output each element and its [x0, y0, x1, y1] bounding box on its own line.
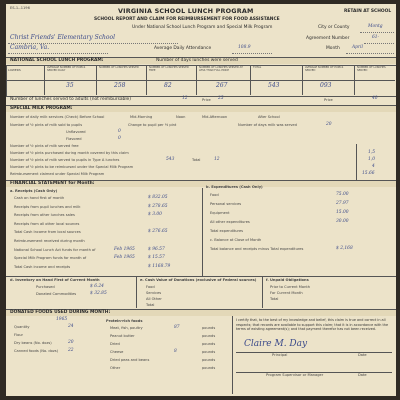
form-subtitle: SCHOOL REPORT AND CLAIM FOR REIMBURSEMENT FOR FOOD ASSISTANCE: [94, 17, 280, 22]
milk-total-label: Total: [192, 158, 201, 162]
milk-right-value: 15.66: [362, 171, 375, 176]
month-value: April: [352, 45, 363, 50]
lunch-col-label: NUMBER OF LUNCHES SERVED: [357, 66, 386, 72]
inv-purchased-label: Purchased: [36, 285, 55, 289]
lunch-value: 82: [164, 82, 172, 89]
supervisor-label: Program Supervisor or Manager: [266, 373, 324, 377]
cash-total-label: Total: [146, 303, 155, 307]
receipt-row-label: Receipts from other lunches sales: [14, 213, 75, 218]
protein-row-label: Dried peas and beans: [110, 358, 150, 362]
expend-row-label: Total expenditures: [210, 229, 244, 233]
lunch-col-label: NUMBER OF LUNCHES SERVED FREE: [149, 66, 189, 72]
retain-note: RETAIN AT SCHOOL: [344, 9, 392, 14]
expend-row-label: Personal services: [210, 202, 242, 206]
lunch-col-label: AVERAGE NUMBER OF PUPILS SERVED DAILY: [47, 66, 86, 72]
milk-mid-morning: Mid-Morning: [130, 115, 153, 119]
claim-form-sheet: [6, 4, 396, 396]
lunch-days-label: Number of days lunches were served: [156, 58, 238, 63]
date-label: Date: [358, 353, 367, 357]
unpaid-label: f. Unpaid Obligations: [266, 278, 309, 282]
milk-heading: SPECIAL MILK PROGRAM:: [10, 106, 73, 111]
receipt-row-label: Receipts from all other local sources: [14, 221, 80, 226]
milk-right-value: 4: [372, 164, 375, 169]
expend-row-value: $ 2,168: [336, 246, 353, 251]
receipt-row-value: $ 15.57: [148, 255, 165, 261]
adult-lunch-value: 12: [182, 96, 188, 101]
unpaid-total-label: Total: [270, 297, 279, 301]
donated-year: 1965: [56, 317, 68, 322]
cash-value-label: e. Cash Value of Donations (exclusive of Federal sources): [140, 278, 257, 282]
unpaid-prior-label: Prior to Current Month: [270, 285, 311, 289]
date-label-2: Date: [358, 373, 367, 377]
receipt-row-month: Feb 1965: [114, 255, 135, 261]
adult-lunch-label: Number of lunches served to adults (not reimbursable): [10, 97, 131, 102]
inv-donated-value: $ 32.85: [90, 291, 107, 296]
receipt-row-value: $ 276.65: [148, 229, 168, 235]
donated-row-value: 20: [68, 340, 74, 345]
financial-heading: FINANCIAL STATEMENT for Month:: [10, 181, 95, 186]
milk-line: Number of ½ pints to be reimbursed under the Special Milk Program: [10, 165, 134, 169]
school-name: Christ Friends' Elementary School: [10, 34, 116, 41]
lunch-value: 258: [114, 82, 126, 89]
expend-row-value: 15.00: [336, 210, 349, 215]
receipt-row-label: Cash on hand first of month: [14, 196, 65, 200]
protein-row-unit: pounds: [202, 358, 216, 362]
protein-row-label: Meat, fish, poultry: [110, 326, 143, 330]
cash-other-label: All Other: [146, 297, 162, 301]
lunch-value: 093: [320, 82, 332, 89]
adult-price-label-2: Price: [324, 98, 333, 102]
adult-price-value: 25: [218, 96, 224, 101]
protein-row-value: 87: [174, 325, 180, 330]
lunch-col-label: NUMBER OF LUNCHES SERVED AT LESS THAN FULL PRICE: [199, 66, 243, 72]
receipt-row-label: Reimbursement received during month: [14, 239, 85, 243]
expend-row-label: Total balance and receipts minus Total expenditures: [210, 247, 304, 251]
receipt-row-value: $ 96.57: [148, 246, 165, 252]
milk-line: Number of ½ pints of milk sold to pupils: [10, 123, 83, 127]
form-title: VIRGINIA SCHOOL LUNCH PROGRAM: [118, 7, 254, 15]
milk-served-value: 543: [166, 157, 175, 162]
milk-flavored-value: 0: [118, 136, 121, 141]
receipt-row-label: Special Milk Program funds for month of: [14, 256, 87, 261]
milk-total-value: 12: [214, 157, 220, 162]
milk-line: Number of daily milk services (Check) Before School: [10, 115, 105, 119]
milk-change-label: Change to pupil per ½ pint: [128, 123, 177, 127]
inv-donated-label: Donated Commodities: [36, 292, 77, 296]
milk-after-school: After School: [258, 115, 280, 119]
expend-row-label: Food: [210, 193, 219, 197]
certification-text: I certify that, to the best of my knowledge and belief, this claim is true and correct in all respects; that records are available to support this claim; that it is in accordance with the terms of existing agreement(s); and that payment therefor has not been received.: [236, 318, 389, 332]
unpaid-current-label: For Current Month: [270, 291, 303, 295]
expend-row-value: 75.00: [336, 192, 349, 197]
protein-row-unit: pounds: [202, 366, 216, 370]
expend-row-value: 27.97: [336, 201, 349, 206]
milk-days-label: Number of days milk was served: [238, 123, 297, 127]
lunch-heading: NATIONAL SCHOOL LUNCH PROGRAM:: [10, 58, 104, 63]
inv-purchased-value: $ 6.24: [90, 284, 104, 289]
lunch-value: 35: [66, 82, 74, 89]
principal-label: Principal: [272, 353, 288, 357]
protein-row-unit: pounds: [202, 334, 216, 338]
protein-label: Protein-rich foods: [106, 319, 143, 323]
lunch-col-label: LOWERS: [8, 68, 21, 72]
protein-row-label: Cheese: [110, 350, 124, 354]
lunch-col-label: NUMBER OF LUNCHES SERVED: [99, 66, 139, 69]
milk-line: Number of ½ pints of milk served free: [10, 144, 79, 148]
protein-row-unit: pounds: [202, 326, 216, 330]
lunch-value: 267: [216, 82, 228, 89]
ada-value: 108.9: [238, 45, 251, 50]
agreement-value: 61-: [372, 35, 380, 40]
receipt-row-label: Receipts from pupil lunches and milk: [14, 204, 81, 209]
protein-row-unit: pounds: [202, 350, 216, 354]
milk-mid-afternoon: Mid-Afternoon: [202, 115, 228, 119]
milk-unflavored-value: 0: [118, 129, 121, 134]
receipt-row-label: National School Lunch Act funds for month of: [14, 247, 96, 252]
expend-label: b. Expenditures (Cash Only): [206, 185, 263, 189]
city-value: Montg: [368, 24, 383, 29]
receipts-label: a. Receipts (Cash Only): [10, 189, 58, 193]
expend-row-value: 30.00: [336, 219, 349, 224]
lunch-col-label: AVERAGE NUMBER OF PUPILS SERVED: [305, 66, 344, 72]
inventory-label: d. Inventory on Hand First of Current Month: [10, 278, 100, 282]
receipt-row-value: $ 832.05: [148, 195, 168, 200]
protein-row-label: Peanut butter: [110, 334, 135, 338]
donated-row-label: Dry beans (No. dozs): [14, 341, 52, 345]
donated-row-value: 24: [68, 324, 74, 329]
milk-line: Reimbursement claimed under Special Milk Program: [10, 172, 105, 176]
donated-row-label: Canned foods (No. dozs): [14, 349, 59, 353]
receipt-row-label: Total Cash income and receipts: [14, 264, 71, 269]
milk-noon: Noon: [176, 115, 186, 119]
donated-heading: DONATED FOODS USED DURING MONTH:: [10, 310, 111, 315]
receipt-row-month: Feb 1965: [114, 246, 135, 252]
milk-right-value: 1,0: [368, 157, 375, 162]
receipt-row-value: $ 278.65: [148, 203, 168, 209]
milk-unflavored: Unflavored: [66, 130, 86, 134]
donated-row-label: Flour: [14, 333, 24, 337]
expend-row-label: All other expenditures: [210, 220, 250, 224]
protein-row-unit: pounds: [202, 342, 216, 346]
adult-price-mark: 40: [372, 96, 378, 101]
lunch-value: 543: [268, 82, 280, 89]
receipt-row-value: $ 3.00: [148, 212, 162, 218]
expend-row-label: Equipment: [210, 211, 230, 215]
milk-flavored: Flavored: [66, 137, 82, 141]
principal-signature: Claire M. Day: [244, 339, 308, 349]
form-code: ES-1--1196: [10, 6, 30, 10]
cash-services-label: Services: [146, 291, 162, 295]
school-town: Cambria, Va.: [10, 44, 50, 51]
form-under: Under National School Lunch Program and Special Milk Program: [132, 25, 273, 30]
agreement-label: Agreement Number: [306, 36, 350, 41]
donated-row-label: Quantity: [14, 325, 30, 329]
milk-days-value: 20: [326, 122, 332, 127]
expend-row-label: c. Balance at Close of Month: [210, 238, 262, 242]
cash-food-label: Food: [146, 285, 155, 289]
city-label: City or County: [318, 25, 350, 30]
receipt-row-label: Total Cash Income from local sources: [14, 230, 81, 235]
protein-row-label: Other: [110, 366, 121, 370]
milk-line: Number of ½ pints purchased during month covered by this claim: [10, 151, 129, 155]
protein-row-value: 8: [174, 349, 177, 354]
protein-row-label: Dried: [110, 342, 120, 346]
receipt-row-value: $ 1168.79: [148, 263, 171, 269]
ada-label: Average Daily Attendance: [154, 46, 212, 51]
lunch-col-label: TOTAL: [253, 66, 262, 69]
milk-line: Number of ½ pints of milk served to pupils in Type A lunches: [10, 158, 120, 162]
month-label: Month: [326, 46, 340, 51]
donated-row-value: 22: [68, 348, 74, 353]
milk-right-value: 1,5: [368, 150, 375, 155]
adult-price-label: Price: [202, 98, 211, 102]
